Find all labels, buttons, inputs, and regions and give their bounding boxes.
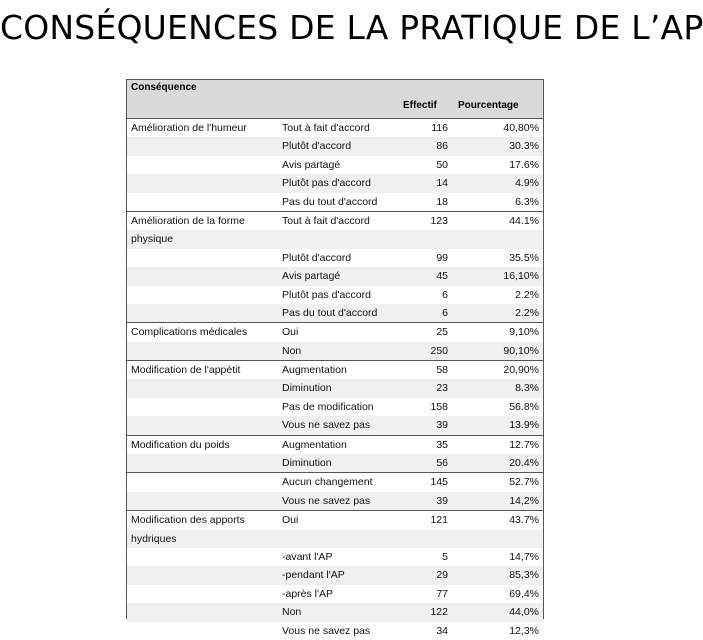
table-group <box>127 361 543 436</box>
table-row-continuation <box>127 530 543 548</box>
response-cell: Avis partagé <box>282 158 341 171</box>
effectif-cell: 18 <box>436 195 448 208</box>
table-row <box>127 603 543 621</box>
response-cell: Pas de modification <box>282 400 374 413</box>
response-cell: Oui <box>282 514 299 527</box>
response-cell: Plutôt pas d'accord <box>282 288 371 301</box>
effectif-cell: 39 <box>436 419 448 432</box>
table-row <box>127 361 543 379</box>
effectif-cell: 23 <box>436 382 448 395</box>
table-row <box>127 323 543 341</box>
percentage-cell: 6.3% <box>515 195 539 208</box>
percentage-cell: 12.7% <box>509 438 539 451</box>
category-label: Modification du poids <box>131 438 230 451</box>
table-row <box>127 156 543 174</box>
category-label-line2: hydriques <box>131 532 177 545</box>
header-effectif: Effectif <box>403 100 437 111</box>
table-row <box>127 249 543 267</box>
percentage-cell: 20,90% <box>503 364 539 377</box>
table-row <box>127 436 543 454</box>
response-cell: Plutôt d'accord <box>282 251 352 264</box>
table-row <box>127 137 543 155</box>
table-header <box>127 80 543 119</box>
table-row <box>127 398 543 416</box>
percentage-cell: 2.2% <box>515 306 539 319</box>
header-pourcentage: Pourcentage <box>458 100 519 111</box>
effectif-cell: 25 <box>436 326 448 339</box>
response-cell: -avant l'AP <box>282 550 333 563</box>
table-row <box>127 379 543 397</box>
response-cell: Aucun changement <box>282 476 373 489</box>
effectif-cell: 121 <box>430 514 448 527</box>
response-cell: Pas du tout d'accord <box>282 195 378 208</box>
effectif-cell: 45 <box>436 270 448 283</box>
response-cell: -pendant l'AP <box>282 569 345 582</box>
response-cell: Augmentation <box>282 438 347 451</box>
response-cell: Avis partagé <box>282 270 341 283</box>
percentage-cell: 12,3% <box>509 624 539 637</box>
table-row <box>127 622 543 640</box>
response-cell: Non <box>282 344 302 357</box>
table-row <box>127 193 543 211</box>
effectif-cell: 58 <box>436 364 448 377</box>
table-group <box>127 436 543 512</box>
percentage-cell: 30.3% <box>509 140 539 153</box>
category-label: Amélioration de l'humeur <box>131 122 247 134</box>
table-row <box>127 304 543 322</box>
percentage-cell: 2.2% <box>515 288 539 301</box>
table-row <box>127 472 543 491</box>
percentage-cell: 16,10% <box>503 270 539 283</box>
response-cell: Diminution <box>282 382 332 395</box>
effectif-cell: 116 <box>431 122 448 134</box>
category-label: Amélioration de la forme <box>131 214 245 227</box>
table-group <box>127 212 543 323</box>
effectif-cell: 5 <box>442 550 448 563</box>
percentage-cell: 69,4% <box>509 587 539 600</box>
response-cell: Tout à fait d'accord <box>282 214 370 227</box>
table-row <box>127 492 543 510</box>
effectif-cell: 250 <box>430 344 448 357</box>
effectif-cell: 14 <box>436 177 448 190</box>
percentage-cell: 4.9% <box>515 177 539 190</box>
effectif-cell: 122 <box>430 606 448 619</box>
header-consequence: Conséquence <box>131 82 197 93</box>
percentage-cell: 56.8% <box>509 400 539 413</box>
percentage-cell: 20.4% <box>509 457 539 470</box>
response-cell: Non <box>282 606 302 619</box>
percentage-cell: 14,2% <box>509 494 539 507</box>
response-cell: Augmentation <box>282 364 347 377</box>
table-row <box>127 174 543 192</box>
percentage-cell: 14,7% <box>509 550 539 563</box>
category-label-line2: physique <box>131 233 174 246</box>
effectif-cell: 123 <box>430 214 448 227</box>
effectif-cell: 56 <box>436 457 448 470</box>
percentage-cell: 90,10% <box>503 344 539 357</box>
table-row <box>127 548 543 566</box>
percentage-cell: 85,3% <box>509 569 539 582</box>
effectif-cell: 145 <box>430 476 448 489</box>
response-cell: Diminution <box>282 457 332 470</box>
table-row <box>127 267 543 285</box>
table-row <box>127 454 543 472</box>
percentage-cell: 35.5% <box>509 251 539 264</box>
percentage-cell: 13.9% <box>509 419 539 432</box>
category-label: Modification de l'appétit <box>131 364 241 377</box>
response-cell: Pas du tout d'accord <box>282 306 378 319</box>
effectif-cell: 6 <box>442 288 448 301</box>
table-row <box>127 212 543 230</box>
table-group <box>127 119 543 212</box>
percentage-cell: 52.7% <box>509 476 539 489</box>
table-row <box>127 416 543 434</box>
table-row <box>127 342 543 360</box>
effectif-cell: 39 <box>436 494 448 507</box>
effectif-cell: 158 <box>430 400 448 413</box>
effectif-cell: 86 <box>436 140 448 153</box>
effectif-cell: 99 <box>436 251 448 264</box>
category-label: Modification des apports <box>131 514 245 527</box>
percentage-cell: 9,10% <box>509 326 539 339</box>
table-row <box>127 566 543 584</box>
table-row-continuation <box>127 230 543 248</box>
percentage-cell: 17.6% <box>509 158 539 171</box>
response-cell: Plutôt d'accord <box>282 140 352 153</box>
table-group <box>127 511 543 640</box>
effectif-cell: 6 <box>442 306 448 319</box>
results-table <box>126 79 544 637</box>
effectif-cell: 34 <box>436 624 448 637</box>
effectif-cell: 35 <box>436 438 448 451</box>
table-row <box>127 286 543 304</box>
table-row <box>127 511 543 529</box>
response-cell: Plutôt pas d'accord <box>282 177 371 190</box>
effectif-cell: 29 <box>436 569 448 582</box>
table-group <box>127 323 543 361</box>
response-cell: -après l'AP <box>282 587 334 600</box>
percentage-cell: 43.7% <box>509 514 539 527</box>
percentage-cell: 44,0% <box>509 606 539 619</box>
response-cell: Vous ne savez pas <box>282 494 371 507</box>
response-cell: Vous ne savez pas <box>282 419 371 432</box>
table-row <box>127 119 543 137</box>
percentage-cell: 44.1% <box>509 214 539 227</box>
slide-title: CONSÉQUENCES DE LA PRATIQUE DE L’AP <box>0 8 703 47</box>
table-body <box>127 119 543 640</box>
response-cell: Oui <box>282 326 299 339</box>
table-row <box>127 585 543 603</box>
effectif-cell: 77 <box>436 587 448 600</box>
response-cell: Vous ne savez pas <box>282 624 371 637</box>
effectif-cell: 50 <box>436 158 448 171</box>
percentage-cell: 8.3% <box>515 382 539 395</box>
response-cell: Tout à fait d'accord <box>282 122 370 134</box>
category-label: Complications médicales <box>131 326 248 339</box>
percentage-cell: 40,80% <box>503 122 539 134</box>
